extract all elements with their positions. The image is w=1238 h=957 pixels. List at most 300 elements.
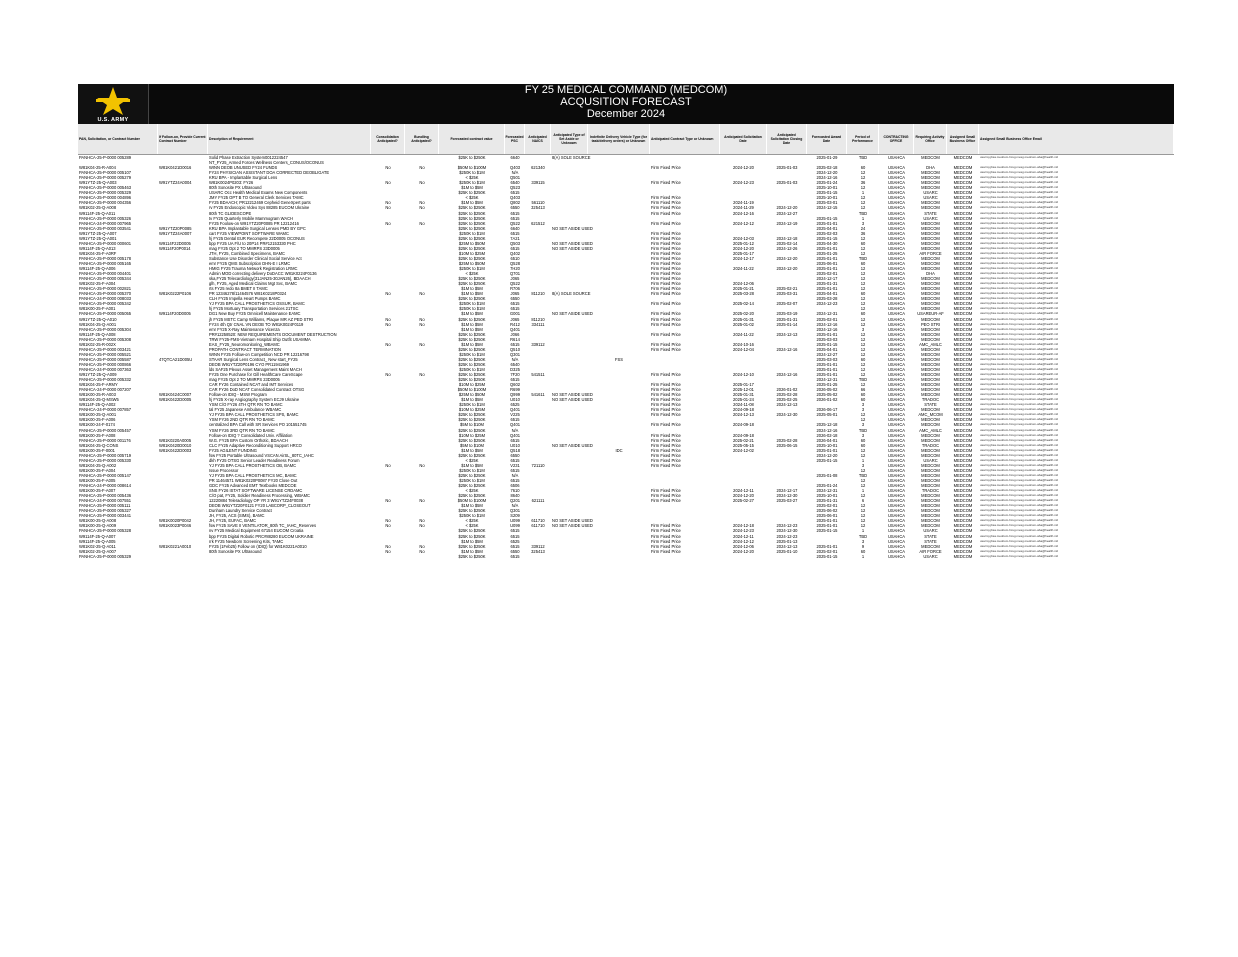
- table-cell[interactable]: usarmy.jbsa.medcom-hsvg.mesg.medcom-aba@health.mil: [980, 210, 1059, 215]
- table-cell[interactable]: usarmy.jbsa.medcom-hsvg.mesg.medcom-aba@health.mil: [980, 432, 1059, 437]
- table-cell: USAHCA: [887, 467, 906, 473]
- table-cell: PR#12258520: NEW REQUIREMENTS DOCUMENT DESTRUCTION: [209, 331, 337, 337]
- table-cell: 7H20: [510, 266, 520, 272]
- table-cell: No: [419, 518, 425, 524]
- table-cell: MEDCOM: [921, 266, 940, 272]
- table-cell: 2025-10-01: [816, 185, 838, 191]
- table-cell: 2025-05-02: [816, 392, 838, 398]
- table-cell[interactable]: usarmy.jbsa.medcom-hsvg.mesg.medcom-aba@health.mil: [980, 301, 1059, 306]
- table-cell: MEDCOM: [921, 417, 940, 423]
- table-cell[interactable]: usarmy.jbsa.medcom-hsvg.mesg.medcom-aba@health.mil: [980, 260, 1059, 265]
- table-cell: FY25 Foolow-on W91YTZ20P0085 PR 12212416: [209, 220, 299, 226]
- table-cell[interactable]: usarmy.jbsa.medcom-hsvg.mesg.medcom-aba@health.mil: [980, 321, 1059, 326]
- table-cell: USAHCA: [887, 422, 906, 428]
- table-cell[interactable]: usarmy.jbsa.medcom-hsvg.mesg.medcom-aba@health.mil: [980, 341, 1059, 346]
- table-cell: 2024-12-16: [816, 427, 838, 433]
- table-cell[interactable]: usarmy.jbsa.medcom-hsvg.mesg.medcom-aba@health.mil: [980, 296, 1059, 301]
- table-cell: Q401: [509, 432, 520, 438]
- table-cell[interactable]: usarmy.jbsa.medcom-hsvg.mesg.medcom-aba@health.mil: [980, 493, 1059, 498]
- table-cell: Firm Fixed Price: [651, 432, 681, 438]
- table-cell: 6515: [510, 467, 520, 473]
- table-cell[interactable]: usarmy.jbsa.medcom-hsvg.mesg.medcom-aba@health.mil: [980, 518, 1059, 523]
- table-cell[interactable]: usarmy.jbsa.medcom-hsvg.mesg.medcom-aba@health.mil: [980, 498, 1059, 503]
- table-cell: Q401: [509, 422, 520, 428]
- table-cell[interactable]: usarmy.jbsa.medcom-hsvg.mesg.medcom-aba@health.mil: [980, 276, 1059, 281]
- table-cell: 2025-12-01: [733, 387, 754, 393]
- table-cell: $10M to $25M: [458, 407, 486, 413]
- table-cell: STATE: [924, 210, 937, 216]
- column-header: Anticipated Solicitation Date: [720, 124, 767, 154]
- table-cell[interactable]: usarmy.jbsa.medcom-hsvg.mesg.medcom-aba@health.mil: [980, 397, 1059, 402]
- table-cell: Firm Fixed Price: [651, 346, 681, 352]
- table-cell[interactable]: usarmy.jbsa.medcom-hsvg.mesg.medcom-aba@health.mil: [980, 462, 1059, 467]
- table-cell: USAHCA: [887, 402, 906, 408]
- table-cell: PANHCA-24-P-0000 007551: [79, 498, 132, 504]
- table-cell: FY25 BDAACH; PR12212469 Cepheid GeneXpert parts: [209, 200, 311, 206]
- table-cell: MEDCOM: [953, 245, 973, 251]
- table-cell[interactable]: usarmy.jbsa.medcom-hsvg.mesg.medcom-aba@health.mil: [980, 311, 1059, 316]
- table-cell: MEDCOM: [953, 402, 973, 408]
- table-cell: USAHCA: [887, 301, 906, 307]
- table-cell: 12: [860, 513, 866, 519]
- table-cell: $25K to $250K: [458, 437, 486, 443]
- table-cell: No: [385, 548, 391, 554]
- table-cell: Firm Fixed Price: [651, 331, 681, 337]
- table-cell: U010: [510, 442, 520, 448]
- table-cell: PANHCA-25-P-0000 005328: [79, 528, 132, 534]
- table-cell: USAHCA: [887, 336, 906, 342]
- table-cell: $1M to $5M: [461, 311, 483, 317]
- table-cell: NT_FY25_Armed Forces Wellness Centers_CONUS/OCONUS: [209, 160, 324, 166]
- table-cell[interactable]: usarmy.jbsa.medcom-hsvg.mesg.medcom-aba@health.mil: [980, 372, 1059, 377]
- table-cell: MEDCOM: [953, 493, 973, 499]
- table-cell: V225: [510, 412, 520, 418]
- table-cell: $25K to $250K: [458, 528, 486, 534]
- table-cell: 2024-12-20: [733, 548, 754, 554]
- table-cell: 12: [860, 185, 866, 191]
- table-cell: Q528: [509, 260, 520, 266]
- table-cell: 2025-01-02: [733, 321, 754, 327]
- table-cell[interactable]: usarmy.jbsa.medcom-hsvg.mesg.medcom-aba@health.mil: [980, 286, 1059, 291]
- table-cell: 12: [860, 341, 866, 347]
- table-cell: 2024-12-30: [776, 412, 798, 418]
- table-cell: STATE: [924, 402, 937, 408]
- table-cell: 8(A) SOLE SOURCE: [552, 291, 591, 297]
- table-cell[interactable]: usarmy.jbsa.medcom-hsvg.mesg.medcom-aba@health.mil: [980, 508, 1059, 513]
- table-cell: MEDCOM: [953, 230, 973, 236]
- table-cell: Solid Phase Extraction System0012224547: [209, 155, 288, 160]
- table-cell: No: [419, 321, 425, 327]
- table-cell: 2024-12-30: [776, 528, 798, 534]
- table-cell: MEDCOM: [953, 266, 973, 272]
- table-cell: DHA: [926, 165, 935, 171]
- table-cell: Firm Fixed Price: [651, 488, 681, 494]
- table-cell: 2025-02-18: [816, 165, 838, 171]
- table-cell[interactable]: usarmy.jbsa.medcom-hsvg.mesg.medcom-aba@health.mil: [980, 553, 1059, 558]
- table-cell: 12: [860, 321, 866, 327]
- table-cell[interactable]: usarmy.jbsa.medcom-hsvg.mesg.medcom-aba@health.mil: [980, 447, 1059, 452]
- table-cell: 334111: [531, 321, 545, 327]
- table-cell: MEDCOM: [953, 175, 973, 181]
- table-cell: MEDCOM: [953, 306, 973, 312]
- table-cell[interactable]: usarmy.jbsa.medcom-hsvg.mesg.medcom-aba@health.mil: [980, 185, 1059, 190]
- table-cell: 2025-04-01: [816, 346, 838, 352]
- table-cell: $250K to $1M: [459, 467, 485, 473]
- forecast-sheet: [78, 84, 1174, 559]
- table-cell: NO SET ASIDE USED: [552, 311, 593, 317]
- table-cell: MEDCOM: [953, 250, 973, 256]
- column-header: Assigned Small Business Office: [947, 124, 979, 154]
- table-cell: 2024-12-13: [776, 402, 798, 408]
- table-cell: USAHCA: [887, 397, 906, 403]
- table-cell[interactable]: usarmy.jbsa.medcom-hsvg.mesg.medcom-aba@health.mil: [980, 366, 1059, 371]
- table-cell: $25K to $250K: [458, 412, 486, 418]
- table-cell: No: [419, 291, 425, 297]
- table-cell: Q522: [509, 281, 520, 287]
- table-cell: MEDCOM: [921, 306, 940, 312]
- table-cell[interactable]: usarmy.jbsa.medcom-hsvg.mesg.medcom-aba@health.mil: [980, 523, 1059, 528]
- table-cell: W9114F-25-Q-A006: [79, 266, 116, 272]
- table-cell: MEDCOM: [953, 412, 973, 418]
- table-cell[interactable]: usarmy.jbsa.medcom-hsvg.mesg.medcom-aba@health.mil: [980, 235, 1059, 240]
- table-cell: 721110: [531, 462, 545, 468]
- table-cell: MEDCOM: [953, 240, 973, 246]
- table-cell: CAR FY26 DoD NCAT Consolidated Contract OTSG: [209, 387, 305, 393]
- table-cell: $25K to $250K: [458, 331, 486, 337]
- table-cell: USAHCA: [887, 220, 906, 226]
- table-cell: 2025-01-24: [733, 397, 754, 403]
- table-cell: rts FY25 redo 8a BMET II TAMC: [209, 286, 268, 292]
- table-cell[interactable]: usarmy.jbsa.medcom-hsvg.mesg.medcom-aba@health.mil: [980, 291, 1059, 296]
- table-cell[interactable]: usarmy.jbsa.medcom-hsvg.mesg.medcom-aba@health.mil: [980, 195, 1059, 200]
- table-cell: Q403: [509, 195, 520, 201]
- table-cell[interactable]: usarmy.jbsa.medcom-hsvg.mesg.medcom-aba@health.mil: [980, 402, 1059, 407]
- table-cell: USAHCA: [887, 215, 906, 221]
- table-cell[interactable]: usarmy.jbsa.medcom-hsvg.mesg.medcom-aba@health.mil: [980, 356, 1059, 361]
- table-cell: 2025-10-01: [816, 195, 838, 201]
- table-cell: bpp FY25 Digital Robotic PRC#88280 EUCOM UKRAINE: [209, 533, 314, 539]
- table-cell: cart FY25 VIEWPOINT SOFTWARE WAMC: [209, 230, 289, 236]
- forecast-title: [78, 84, 1174, 120]
- table-cell: 1: [861, 215, 865, 221]
- table-cell: W9114F20D0005: [159, 311, 191, 317]
- table-cell: Firm Fixed Price: [651, 548, 681, 554]
- table-cell: USARC: [923, 195, 938, 201]
- table-cell[interactable]: usarmy.jbsa.medcom-hsvg.mesg.medcom-aba@health.mil: [980, 165, 1059, 170]
- table-cell: MEDCOM: [921, 205, 940, 211]
- table-cell: 36: [860, 230, 866, 236]
- table-cell: V231: [510, 462, 520, 468]
- table-cell[interactable]: usarmy.jbsa.medcom-hsvg.mesg.medcom-aba@health.mil: [980, 306, 1059, 311]
- table-cell[interactable]: usarmy.jbsa.medcom-hsvg.mesg.medcom-aba@health.mil: [980, 387, 1059, 392]
- table-cell: MEDCOM: [953, 553, 973, 559]
- table-cell: rv FY25 Endoscopic Video Sys 88285 EUCOM Ukraine: [209, 205, 310, 211]
- table-cell[interactable]: usarmy.jbsa.medcom-hsvg.mesg.medcom-aba@health.mil: [980, 543, 1059, 548]
- table-cell[interactable]: usarmy.jbsa.medcom-hsvg.mesg.medcom-aba@health.mil: [980, 407, 1059, 412]
- table-cell[interactable]: usarmy.jbsa.medcom-hsvg.mesg.medcom-aba@health.mil: [980, 427, 1059, 432]
- table-cell: Firm Fixed Price: [651, 281, 681, 287]
- table-cell: $25K to $250K: [458, 276, 486, 282]
- table-cell[interactable]: usarmy.jbsa.medcom-hsvg.mesg.medcom-aba@health.mil: [980, 225, 1059, 230]
- table-cell[interactable]: usarmy.jbsa.medcom-hsvg.mesg.medcom-aba@health.mil: [980, 437, 1059, 442]
- table-cell: 12: [860, 382, 866, 388]
- table-cell: MEDCOM: [953, 215, 973, 221]
- title-line-2: ACQUSITION FORECAST: [560, 96, 692, 108]
- table-cell: Firm Fixed Price: [651, 235, 681, 241]
- table-cell: 2025-01-15: [816, 528, 838, 534]
- table-cell: USAHCA: [887, 472, 906, 478]
- table-cell: MEDCOM: [921, 346, 940, 352]
- table-cell: MEDCOM: [953, 361, 973, 367]
- table-cell: Firm Fixed Price: [651, 543, 681, 549]
- table-cell: AIR FORCE: [919, 250, 942, 256]
- table-cell: MEDCOM: [953, 417, 973, 423]
- table-cell: 2024-12-03: [733, 235, 754, 241]
- table-cell: USAHCA: [887, 417, 906, 423]
- table-cell[interactable]: usarmy.jbsa.medcom-hsvg.mesg.medcom-aba@health.mil: [980, 336, 1059, 341]
- table-cell[interactable]: usarmy.jbsa.medcom-hsvg.mesg.medcom-aba@health.mil: [980, 281, 1059, 286]
- table-cell: < $25K: [465, 175, 479, 181]
- table-cell: 2024-12-20: [816, 170, 838, 176]
- column-header-row: [78, 124, 1174, 155]
- table-cell[interactable]: usarmy.jbsa.medcom-hsvg.mesg.medcom-aba@health.mil: [980, 170, 1059, 175]
- table-cell[interactable]: usarmy.jbsa.medcom-hsvg.mesg.medcom-aba@health.mil: [980, 190, 1059, 195]
- table-cell: 2025-01-15: [816, 553, 838, 559]
- table-cell[interactable]: usarmy.jbsa.medcom-hsvg.mesg.medcom-aba@health.mil: [980, 377, 1059, 382]
- table-cell: $50M to $100M: [457, 165, 487, 171]
- logo-text: U.S. ARMY: [97, 117, 129, 123]
- table-cell[interactable]: usarmy.jbsa.medcom-hsvg.mesg.medcom-aba@health.mil: [980, 382, 1059, 387]
- table-cell[interactable]: usarmy.jbsa.medcom-hsvg.mesg.medcom-aba@health.mil: [980, 412, 1059, 417]
- table-cell: PANHCA-25-P-0000 001176: [79, 437, 131, 443]
- table-cell: MEDCOM: [953, 382, 973, 388]
- table-cell: PANHCA-25-P-0000 005326: [79, 215, 132, 221]
- table-cell: 6515: [510, 230, 520, 236]
- table-cell: 2025-02-01: [816, 271, 838, 277]
- table-cell: 621512: [531, 220, 545, 226]
- table-cell: 6525: [510, 402, 520, 408]
- table-cell: 2024-12-27: [776, 210, 798, 216]
- table-cell: MEDCOM: [921, 518, 940, 524]
- table-cell: 12: [860, 316, 866, 322]
- table-cell: 2024-12-27: [816, 351, 838, 357]
- table-cell[interactable]: usarmy.jbsa.medcom-hsvg.mesg.medcom-aba@health.mil: [980, 538, 1059, 543]
- table-cell: 60: [860, 548, 866, 554]
- table-cell: USAHCA: [887, 452, 906, 458]
- table-cell: 80th Sonosite PX Ultrasound: [209, 185, 262, 191]
- table-cell: USAHCA: [887, 271, 906, 277]
- table-cell[interactable]: usarmy.jbsa.medcom-hsvg.mesg.medcom-aba@health.mil: [980, 266, 1059, 271]
- table-cell: Q522: [509, 220, 520, 226]
- table-cell[interactable]: usarmy.jbsa.medcom-hsvg.mesg.medcom-aba@health.mil: [980, 417, 1059, 422]
- table-cell: 2025-02-25: [776, 397, 798, 403]
- table-cell: MEDCOM: [953, 427, 973, 433]
- table-cell: W91YTZ20P0085: [159, 225, 192, 231]
- table-cell: 2025-01-31: [733, 316, 754, 322]
- table-cell[interactable]: usarmy.jbsa.medcom-hsvg.mesg.medcom-aba@health.mil: [980, 316, 1059, 321]
- table-cell: 2025-01-24: [816, 483, 838, 489]
- table-cell: 60: [860, 356, 866, 362]
- table-cell[interactable]: usarmy.jbsa.medcom-hsvg.mesg.medcom-aba@health.mil: [980, 250, 1059, 255]
- table-cell[interactable]: usarmy.jbsa.medcom-hsvg.mesg.medcom-aba@health.mil: [980, 488, 1059, 493]
- table-cell[interactable]: usarmy.jbsa.medcom-hsvg.mesg.medcom-aba@health.mil: [980, 175, 1059, 180]
- table-cell: 2024-11-22: [733, 331, 754, 337]
- table-cell: $25K to $250K: [458, 255, 486, 261]
- table-cell: 3: [861, 432, 865, 438]
- table-cell[interactable]: usarmy.jbsa.medcom-hsvg.mesg.medcom-aba@health.mil: [980, 351, 1059, 356]
- table-cell: USAHCA: [887, 488, 906, 494]
- table-cell: FY25 One Purchase for Gill HealthCare CareScape: [209, 372, 303, 378]
- table-cell: 80th Sonosite PX Ultrasound: [209, 548, 262, 554]
- table-cell: NO SET ASIDE USED: [552, 442, 593, 448]
- table-cell: Firm Fixed Price: [651, 387, 681, 393]
- table-cell: 2025-01-15: [816, 457, 838, 463]
- table-cell: PANHCA-25-P-0000 005327: [79, 508, 132, 514]
- table-cell: 2025-03-01: [816, 200, 838, 206]
- table-cell[interactable]: usarmy.jbsa.medcom-hsvg.mesg.medcom-aba@health.mil: [980, 331, 1059, 336]
- table-cell[interactable]: usarmy.jbsa.medcom-hsvg.mesg.medcom-aba@health.mil: [980, 361, 1059, 366]
- table-cell[interactable]: usarmy.jbsa.medcom-hsvg.mesg.medcom-aba@health.mil: [980, 457, 1059, 462]
- table-cell: $25K to $250K: [458, 372, 486, 378]
- table-cell: TBD: [858, 155, 868, 160]
- table-cell[interactable]: usarmy.jbsa.medcom-hsvg.mesg.medcom-aba@health.mil: [980, 326, 1059, 331]
- table-cell: 60: [860, 442, 866, 448]
- table-cell: W81K00-25-R-A003: [79, 392, 116, 398]
- table-cell: $25K to $250K: [458, 190, 486, 196]
- table-cell[interactable]: usarmy.jbsa.medcom-hsvg.mesg.medcom-aba@health.mil: [980, 392, 1059, 397]
- table-cell: W9114F20P0014: [159, 245, 191, 251]
- table-cell: 12: [860, 417, 866, 423]
- table-cell: Firm Fixed Price: [651, 321, 681, 327]
- table-cell[interactable]: usarmy.jbsa.medcom-hsvg.mesg.medcom-aba@health.mil: [980, 205, 1059, 210]
- table-cell[interactable]: usarmy.jbsa.medcom-hsvg.mesg.medcom-aba@health.mil: [980, 483, 1059, 488]
- table-cell[interactable]: usarmy.jbsa.medcom-hsvg.mesg.medcom-aba@health.mil: [980, 215, 1059, 220]
- table-cell[interactable]: usarmy.jbsa.medcom-hsvg.mesg.medcom-aba@health.mil: [980, 200, 1059, 205]
- table-cell: No: [419, 498, 425, 504]
- table-cell[interactable]: usarmy.jbsa.medcom-hsvg.mesg.medcom-aba@health.mil: [980, 503, 1059, 508]
- table-cell: $50M to $100M: [457, 387, 487, 393]
- table-cell: 60: [860, 392, 866, 398]
- table-cell: PANHCA-25-P-0000 005521: [79, 351, 132, 357]
- table-cell[interactable]: usarmy.jbsa.medcom-hsvg.mesg.medcom-aba@health.mil: [980, 245, 1059, 250]
- table-cell: $250K to $1M: [459, 180, 485, 186]
- table-cell: MEDCOM: [921, 291, 940, 297]
- table-cell: $1M to $5M: [461, 503, 483, 509]
- table-cell: 2024-12-12: [733, 220, 754, 226]
- table-cell: $25K to $250K: [458, 533, 486, 539]
- table-cell: USAHCA: [887, 276, 906, 282]
- table-cell: MEDCOM: [921, 498, 940, 504]
- table-cell: $25K to $250K: [458, 346, 486, 352]
- table-cell: No: [385, 316, 391, 322]
- table-cell: PANHCA-24-P-0000 007207: [79, 387, 132, 393]
- table-cell[interactable]: usarmy.jbsa.medcom-hsvg.mesg.medcom-aba@health.mil: [980, 533, 1059, 538]
- table-cell: TRADOC: [921, 488, 940, 494]
- table-cell: MEDCOM: [953, 281, 973, 287]
- table-cell: W9114F-25-Q-A007: [79, 533, 116, 539]
- table-cell: MEDCOM: [953, 467, 973, 473]
- table-cell: Firm Fixed Price: [651, 523, 681, 529]
- table-cell: 2024-11-22: [733, 266, 754, 272]
- table-cell: G001: [509, 311, 520, 317]
- table-cell[interactable]: usarmy.jbsa.medcom-hsvg.mesg.medcom-aba@health.mil: [980, 220, 1059, 225]
- table-cell: STATE: [924, 533, 937, 539]
- table-cell: 2024-12-16: [816, 326, 838, 332]
- table-cell[interactable]: usarmy.jbsa.medcom-hsvg.mesg.medcom-aba@health.mil: [980, 442, 1059, 447]
- table-cell: 12: [860, 366, 866, 372]
- table-cell: USAHCA: [887, 240, 906, 246]
- table-cell[interactable]: usarmy.jbsa.medcom-hsvg.mesg.medcom-aba@health.mil: [980, 422, 1059, 427]
- table-cell: USAHCA: [887, 296, 906, 302]
- table-cell: USAHCA: [887, 387, 906, 393]
- table-cell[interactable]: usarmy.jbsa.medcom-hsvg.mesg.medcom-aba@health.mil: [980, 478, 1059, 482]
- table-cell[interactable]: usarmy.jbsa.medcom-hsvg.mesg.medcom-aba@health.mil: [980, 472, 1059, 477]
- table-cell: W81K0422D0003: [159, 447, 192, 453]
- table-cell: dkh FY25 OTSG Senior Leader Readiness Forum: [209, 457, 300, 463]
- table-cell: PANHCA-25-P-0000 005055: [79, 311, 132, 317]
- table-cell[interactable]: usarmy.jbsa.medcom-hsvg.mesg.medcom-aba@health.mil: [980, 180, 1059, 185]
- table-cell: MEDCOM: [953, 316, 973, 322]
- table-cell: W81K04-25-Q-A001: [79, 321, 117, 327]
- table-cell[interactable]: usarmy.jbsa.medcom-hsvg.mesg.medcom-aba@health.mil: [980, 452, 1059, 457]
- table-cell: PEO STRI: [920, 321, 941, 327]
- table-cell[interactable]: usarmy.jbsa.medcom-hsvg.mesg.medcom-aba@health.mil: [980, 528, 1059, 533]
- table-cell: $5M to $10M: [460, 422, 484, 428]
- table-cell[interactable]: usarmy.jbsa.medcom-hsvg.mesg.medcom-aba@health.mil: [980, 346, 1059, 351]
- table-cell[interactable]: usarmy.jbsa.medcom-hsvg.mesg.medcom-aba@health.mil: [980, 240, 1059, 245]
- table-cell: MEDCOM: [921, 432, 940, 438]
- table-cell: $25K to $250K: [458, 472, 486, 478]
- column-header: Consolidation Anticipated?: [371, 124, 405, 154]
- table-cell: USAHCA: [887, 377, 906, 383]
- table-cell[interactable]: usarmy.jbsa.medcom-hsvg.mesg.medcom-aba@health.mil: [980, 513, 1059, 518]
- table-cell: MEDCOM: [953, 165, 973, 171]
- table-cell[interactable]: usarmy.jbsa.medcom-hsvg.mesg.medcom-aba@health.mil: [980, 230, 1059, 235]
- table-cell: W81K0424C0007: [159, 392, 192, 398]
- table-cell: W81K00-25-F-A005: [79, 478, 116, 483]
- table-cell: USAHCA: [887, 291, 906, 297]
- table-cell: 2025-03-19: [776, 311, 798, 317]
- table-cell: Firm Fixed Price: [651, 205, 681, 211]
- table-cell[interactable]: usarmy.jbsa.medcom-hsvg.mesg.medcom-aba@health.mil: [980, 548, 1059, 553]
- table-cell: 2025-01-01: [816, 366, 838, 372]
- table-cell: 12: [860, 447, 866, 453]
- table-cell: 541611: [531, 392, 545, 398]
- table-cell[interactable]: usarmy.jbsa.medcom-hsvg.mesg.medcom-aba@health.mil: [980, 271, 1059, 276]
- table-cell: W81K00-25-F-0001: [79, 447, 115, 453]
- table-cell: Firm Fixed Price: [651, 276, 681, 282]
- table-cell: Firm Fixed Price: [651, 442, 681, 448]
- table-cell: 2024-12-11: [733, 533, 754, 539]
- table-cell: R412: [510, 321, 520, 327]
- table-cell: 12: [860, 503, 866, 509]
- table-cell[interactable]: usarmy.jbsa.medcom-hsvg.mesg.medcom-aba@health.mil: [980, 467, 1059, 472]
- table-cell: $25K to $250K: [458, 235, 486, 241]
- table-cell: $25K to $250K: [458, 316, 486, 322]
- table-cell: No: [385, 220, 391, 226]
- table-cell: AMC_MCOM: [918, 412, 943, 418]
- table-cell: 12: [860, 478, 866, 483]
- table-cell: MEDCOM: [953, 291, 973, 297]
- table-cell: PANHCA-25-P-0000 005587: [79, 356, 132, 362]
- table-cell[interactable]: usarmy.jbsa.medcom-hsvg.mesg.medcom-aba@health.mil: [980, 155, 1059, 159]
- table-cell[interactable]: usarmy.jbsa.medcom-hsvg.mesg.medcom-aba@health.mil: [980, 255, 1059, 260]
- table-cell: 2024-12-23: [733, 528, 754, 534]
- table-cell: MEDCOM: [921, 245, 940, 251]
- table-cell: 8640: [510, 493, 520, 499]
- table-cell: 2025-03-27: [776, 498, 798, 504]
- table-cell: $250K to $1M: [459, 366, 485, 372]
